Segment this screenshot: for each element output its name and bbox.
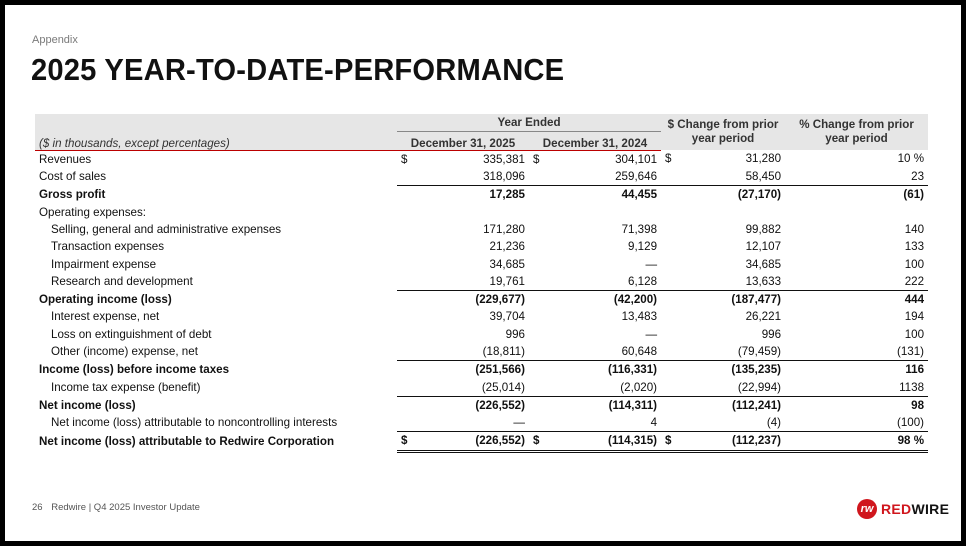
row-label: Net income (loss) [39, 398, 136, 412]
dollar-change-header-line2: year period [691, 132, 755, 146]
table-row [35, 378, 928, 396]
dollar-change-value: 13,633 [745, 274, 782, 288]
currency-symbol [661, 414, 679, 432]
value-2024 [547, 203, 661, 220]
dollar-change-value: (4) [766, 416, 782, 430]
pct-change-value: 100 [904, 257, 925, 271]
row-label: Income (loss) before income taxes [39, 363, 230, 377]
currency-symbol [529, 221, 547, 238]
table-row [35, 203, 928, 220]
dollar-change-value: (27,170) [679, 186, 785, 204]
row-label: Operating income (loss) [39, 292, 172, 306]
value-2025: 335,381 [483, 152, 525, 166]
currency-symbol [397, 255, 415, 272]
section-label: Appendix [32, 34, 78, 46]
col-2024-header: December 31, 2024 [529, 132, 661, 150]
currency-symbol: $ [401, 152, 408, 166]
value-2024: 4 [650, 416, 658, 430]
slide [5, 5, 961, 541]
currency-symbol [397, 186, 415, 204]
row-label: Operating expenses: [39, 205, 146, 219]
currency-symbol [397, 221, 415, 238]
value-2024: — [645, 257, 658, 271]
table-caption: ($ in thousands, except percentages) [35, 132, 397, 150]
value-2025: 17,285 [415, 186, 529, 204]
table-row [35, 273, 928, 291]
value-2025: 171,280 [483, 222, 525, 236]
currency-symbol [661, 308, 679, 325]
currency-symbol [397, 361, 415, 379]
value-2025: (226,552) [415, 432, 529, 451]
currency-symbol [529, 168, 547, 186]
dollar-change-value [679, 203, 785, 220]
row-label: Gross profit [39, 188, 106, 202]
dollar-change-value: (22,994) [737, 380, 782, 394]
currency-symbol [397, 343, 415, 361]
currency-symbol [661, 203, 679, 220]
pct-change-header [785, 114, 928, 150]
row-label: Net income (loss) attributable to Redwire Corporation [39, 434, 335, 448]
table-row [35, 186, 928, 204]
value-2025: (251,566) [415, 361, 529, 379]
dollar-change-value: (135,235) [679, 361, 785, 379]
pct-change-header-line2: year period [825, 132, 888, 146]
currency-symbol [529, 255, 547, 272]
currency-symbol [661, 221, 679, 238]
currency-symbol [397, 273, 415, 291]
value-2024: 304,101 [615, 152, 658, 166]
row-label: Cost of sales [39, 170, 107, 184]
table-body [35, 150, 928, 451]
value-2025: 39,704 [489, 310, 525, 324]
dollar-change-value: (79,459) [737, 345, 782, 358]
row-label: Income tax expense (benefit) [51, 380, 201, 394]
value-2024: 9,129 [628, 240, 658, 254]
dollar-change-value: (187,477) [679, 290, 785, 308]
value-2024: (114,315) [547, 432, 661, 451]
row-label: Net income (loss) attributable to noncontrolling interests [51, 416, 338, 430]
col-2025-header: December 31, 2025 [397, 132, 529, 150]
value-2025: 34,685 [489, 257, 525, 271]
table-row [35, 308, 928, 325]
row-label: Transaction expenses [51, 240, 164, 254]
value-2025: (18,811) [482, 345, 525, 358]
table-row [35, 414, 928, 432]
pct-change-value: 133 [904, 240, 925, 254]
currency-symbol [529, 343, 547, 361]
currency-symbol [529, 203, 547, 220]
currency-symbol [529, 290, 547, 308]
dollar-change-value: 12,107 [745, 240, 782, 254]
currency-symbol [661, 238, 679, 255]
currency-symbol [529, 326, 547, 343]
currency-symbol [397, 168, 415, 186]
currency-symbol [529, 308, 547, 325]
currency-symbol [661, 378, 679, 396]
currency-symbol: $ [397, 432, 415, 451]
dollar-change-value: 31,280 [745, 152, 782, 166]
currency-symbol [529, 361, 547, 379]
currency-symbol [397, 396, 415, 414]
pct-change-value: 116 [785, 361, 928, 379]
table-row [35, 221, 928, 238]
pct-change-value: (100) [896, 416, 925, 430]
financial-table [35, 114, 928, 453]
value-2024: (116,331) [547, 361, 661, 379]
currency-symbol [397, 378, 415, 396]
pct-change-header-line1: % Change from prior [799, 118, 914, 132]
table-row [35, 396, 928, 414]
pct-change-value: 23 [911, 170, 925, 184]
dollar-change-value: 26,221 [745, 310, 782, 324]
currency-symbol [397, 414, 415, 432]
currency-symbol [529, 238, 547, 255]
table-row [35, 238, 928, 255]
pct-change-value: 194 [904, 310, 925, 324]
dollar-change-value: 99,882 [745, 222, 782, 236]
footer [32, 502, 200, 513]
logo-text-red: RED [881, 501, 912, 517]
table-row [35, 255, 928, 272]
table-row [35, 290, 928, 308]
value-2025: 996 [505, 327, 525, 341]
pct-change-value: 444 [785, 290, 928, 308]
header-blank [35, 114, 397, 132]
value-2025 [415, 203, 529, 220]
dollar-change-header [661, 114, 785, 150]
currency-symbol [397, 203, 415, 220]
row-label: Impairment expense [51, 257, 157, 271]
row-label: Interest expense, net [51, 310, 160, 324]
pct-change-value: 222 [904, 274, 925, 288]
value-2024: 71,398 [621, 222, 658, 236]
dollar-change-value: 34,685 [745, 257, 782, 271]
currency-symbol [661, 326, 679, 343]
table-row [35, 150, 928, 168]
pct-change-value: 98 [785, 396, 928, 414]
currency-symbol [529, 186, 547, 204]
pct-change-value [785, 203, 928, 220]
value-2025: (226,552) [415, 396, 529, 414]
row-label: Research and development [51, 275, 193, 289]
logo-text-black: WIRE [911, 501, 950, 517]
value-2024: (114,311) [547, 396, 661, 414]
value-2024: (42,200) [547, 290, 661, 308]
currency-symbol [397, 308, 415, 325]
table-row [35, 432, 928, 451]
logo-mark-icon: rw [857, 499, 877, 519]
pct-change-value: 100 [904, 327, 925, 341]
pct-change-value: 98 % [785, 432, 928, 451]
currency-symbol: $ [533, 152, 540, 166]
logo-wordmark [881, 501, 949, 517]
currency-symbol [661, 168, 679, 186]
currency-symbol [661, 343, 679, 361]
pct-change-value: (131) [896, 345, 925, 358]
value-2024: 6,128 [628, 274, 658, 288]
dollar-change-value: 996 [761, 327, 782, 341]
currency-symbol: $ [661, 432, 679, 451]
table-row [35, 168, 928, 186]
pct-change-value: 10 % [897, 152, 925, 166]
value-2025: (229,677) [415, 290, 529, 308]
value-2024: 60,648 [621, 345, 658, 358]
currency-symbol [661, 186, 679, 204]
pct-change-value: 1138 [899, 380, 925, 394]
currency-symbol [397, 238, 415, 255]
year-ended-header: Year Ended [397, 114, 661, 132]
currency-symbol [529, 378, 547, 396]
value-2024: 13,483 [621, 310, 658, 324]
value-2025: 19,761 [489, 274, 525, 288]
row-label: Revenues [39, 152, 92, 166]
currency-symbol [529, 273, 547, 291]
value-2025: 318,096 [483, 170, 525, 184]
currency-symbol [661, 396, 679, 414]
currency-symbol [661, 255, 679, 272]
row-label: Selling, general and administrative expenses [51, 222, 282, 236]
table-row [35, 326, 928, 343]
value-2025: (25,014) [481, 380, 525, 394]
currency-symbol: $ [529, 432, 547, 451]
value-2024: 44,455 [547, 186, 661, 204]
table-row [35, 361, 928, 379]
value-2024: — [645, 327, 658, 341]
value-2025: 21,236 [489, 240, 525, 254]
currency-symbol [529, 414, 547, 432]
dollar-change-header-line1: $ Change from prior [667, 118, 779, 132]
table-row [35, 343, 928, 361]
currency-symbol [397, 290, 415, 308]
row-label: Other (income) expense, net [51, 345, 198, 359]
dollar-change-value: 58,450 [745, 170, 782, 184]
footer-text: Redwire | Q4 2025 Investor Update [51, 502, 200, 513]
dollar-change-value: (112,241) [679, 396, 785, 414]
pct-change-value: (61) [785, 186, 928, 204]
value-2025: — [513, 416, 525, 430]
currency-symbol [397, 326, 415, 343]
redwire-logo [857, 497, 949, 521]
value-2024: (2,020) [620, 380, 658, 394]
value-2024: 259,646 [615, 170, 658, 184]
page-number: 26 [32, 502, 43, 513]
currency-symbol [661, 290, 679, 308]
currency-symbol [661, 273, 679, 291]
pct-change-value: 140 [904, 222, 925, 236]
dollar-change-value: (112,237) [679, 432, 785, 451]
currency-symbol: $ [665, 152, 672, 166]
currency-symbol [529, 396, 547, 414]
page-title: 2025 YEAR-TO-DATE-PERFORMANCE [31, 52, 565, 87]
row-label: Loss on extinguishment of debt [51, 327, 212, 341]
currency-symbol [661, 361, 679, 379]
